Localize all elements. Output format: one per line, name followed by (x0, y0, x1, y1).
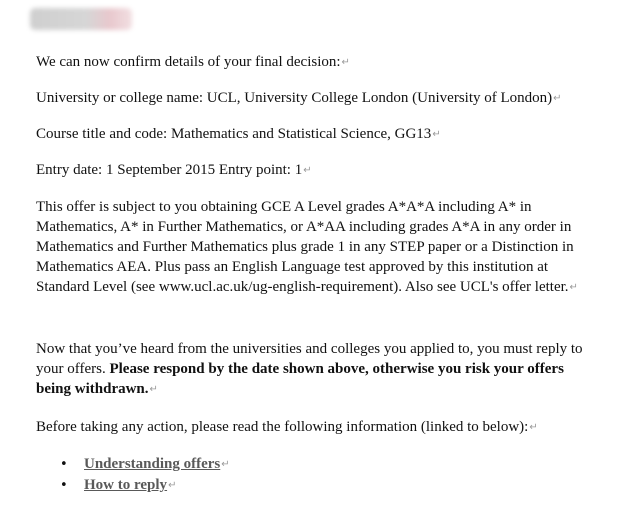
reply-paragraph (36, 339, 589, 400)
confirm-line: We can now confirm details of your final decision:↵ (36, 54, 350, 70)
redacted-name (30, 8, 132, 30)
before-line: Before taking any action, please read the following information (linked to below):↵ (36, 419, 538, 435)
paragraph-mark-icon: ↵ (303, 164, 312, 176)
list-item (60, 454, 230, 475)
understanding-offers-link[interactable]: Understanding offers (84, 456, 221, 472)
offer-conditions-paragraph: This offer is subject to you obtaining GCE A Level grades A*A*A including A* in Mathematics, A* in Further Mathematics, or A*AA including grades A*A in any order in Mathematics and Further Mathematics plus grade 1 in any STEP paper or a Distinction in Mathematics AEA. Plus pass an English Language test approved by this institution at Standard Level (see www.ucl.ac.uk/ug-english-requirement). Also see UCL's offer letter.↵ (36, 199, 578, 295)
list-item (60, 475, 230, 496)
paragraph-mark-icon: ↵ (432, 128, 441, 140)
paragraph-mark-icon: ↵ (569, 281, 578, 293)
bullet-icon: • (60, 457, 68, 472)
entry-line: Entry date: 1 September 2015 Entry point: 1↵ (36, 162, 312, 178)
paragraph-mark-icon: ↵ (341, 56, 350, 68)
course-line: Course title and code: Mathematics and Statistical Science, GG13↵ (36, 126, 441, 142)
paragraph-mark-icon: ↵ (553, 92, 562, 104)
paragraph-mark-icon: ↵ (168, 480, 177, 492)
info-links-list (60, 454, 230, 496)
reply-intro: Now that you’ve heard from the universities and colleges you applied to, you must reply to your offers. (36, 341, 583, 377)
paragraph-mark-icon: ↵ (221, 459, 230, 471)
reply-warning: Please respond by the date shown above, otherwise you risk your offers being withdrawn. (36, 361, 564, 397)
how-to-reply-link[interactable]: How to reply (84, 477, 168, 494)
bullet-icon: • (60, 478, 68, 494)
university-line: University or college name: UCL, University College London (University of London)↵ (36, 90, 562, 106)
paragraph-mark-icon: ↵ (529, 421, 538, 433)
paragraph-mark-icon: ↵ (149, 383, 158, 395)
